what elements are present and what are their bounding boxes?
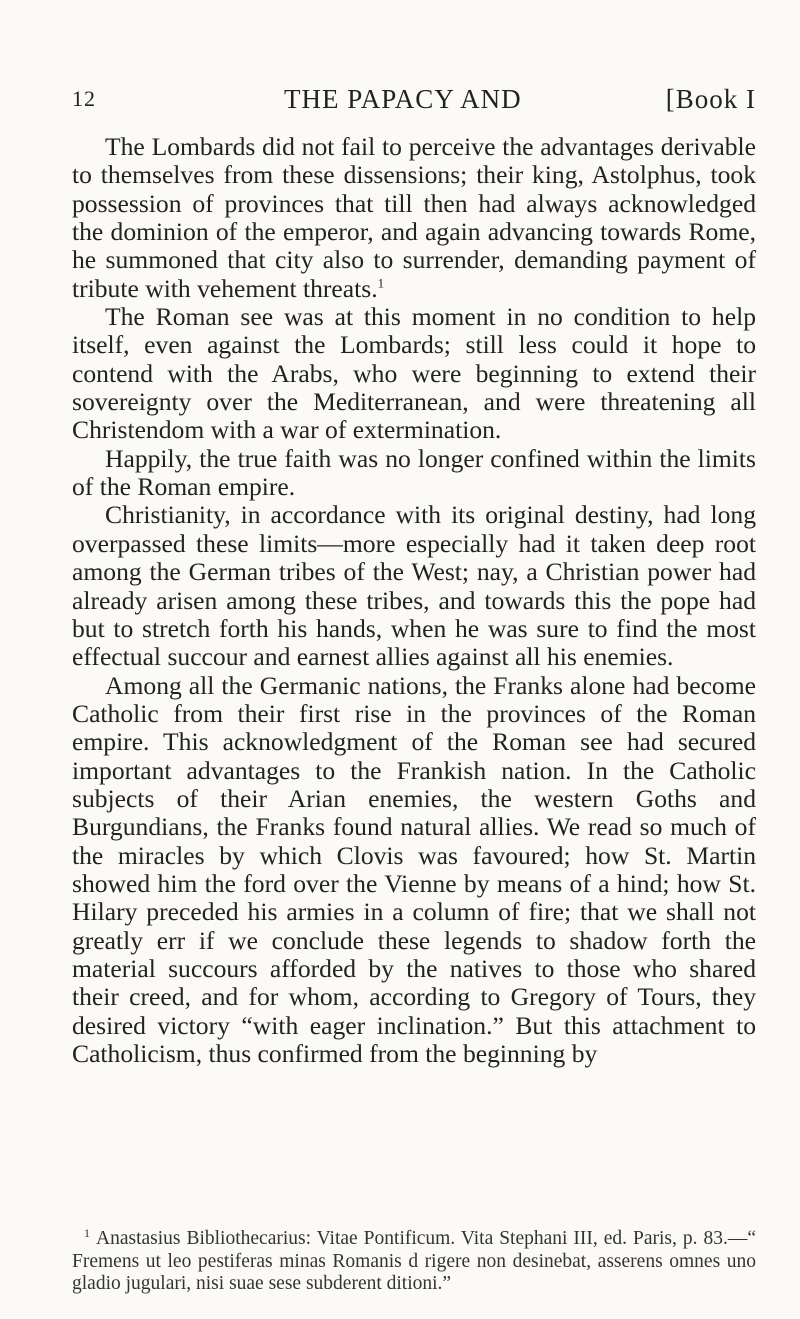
footnote-text: Anastasius Bibliothecarius: Vitae Pontificum. Vita Stephani III, ed. Paris, p. 83.—“ Fremens ut leo pestiferas minas Romanis d rigere non desinebat, asserens omnes uno gladio jugulari, nisi suae sese subderent ditioni.” xyxy=(72,1228,756,1294)
book-label: [Book I xyxy=(665,84,756,114)
footnote xyxy=(72,1225,756,1296)
footnote-reference: 1 xyxy=(377,275,385,291)
paragraph: Among all the Germanic nations, the Franks alone had become Catholic from their first rise in the provinces of the Roman empire. This acknowledgment of the Roman see had secured important advantages to the Frankish nation. In the Catholic subjects of their Arian enemies, the western Goths and Burgundians, the Franks found natural allies. We read so much of the miracles by which Clovis was favoured; how St. Martin showed him the ford over the Vienne by means of a hind; how St. Hilary preceded his armies in a column of fire; that we shall not greatly err if we conclude these legends to shadow forth the material succours afforded by the natives to those who shared their creed, and for whom, according to Gregory of Tours, they desired victory “with eager inclination.” But this attachment to Catholicism, thus confirmed from the beginning by xyxy=(72,670,756,1068)
footnote-mark: 1 xyxy=(84,1225,90,1240)
paragraph: Christianity, in accordance with its original destiny, had long overpassed these limits—more especially had it taken deep root among the German tribes of the West; nay, a Christian power had already arisen among these tribes, and towards this the pope had but to stretch forth his hands, when he was sure to find the most effectual succour and earnest allies against all his enemies. xyxy=(72,500,756,672)
paragraph: Happily, the true faith was no longer confined within the limits of the Roman empire. xyxy=(72,443,756,502)
running-title: THE PAPACY AND xyxy=(284,84,522,114)
page-number: 12 xyxy=(72,86,96,111)
paragraph-text: The Lombards did not fail to perceive the advantages derivable to themselves from these dissensions; their king, Astolphus, took possession of provinces that till then had always acknowledged the dominion of the emperor, and again advancing towards Rome, he summoned that city also to surrender, demanding payment of tribute with vehement threats. xyxy=(72,132,756,303)
running-header xyxy=(72,84,756,120)
paragraph xyxy=(72,133,756,303)
paragraph: The Roman see was at this moment in no condition to help itself, even against the Lombards; still less could it hope to contend with the Arabs, who were beginning to extend their sovereignty over the Mediterranean, and were threatening all Christendom with a war of extermination. xyxy=(72,302,756,445)
body-text xyxy=(72,133,756,1068)
